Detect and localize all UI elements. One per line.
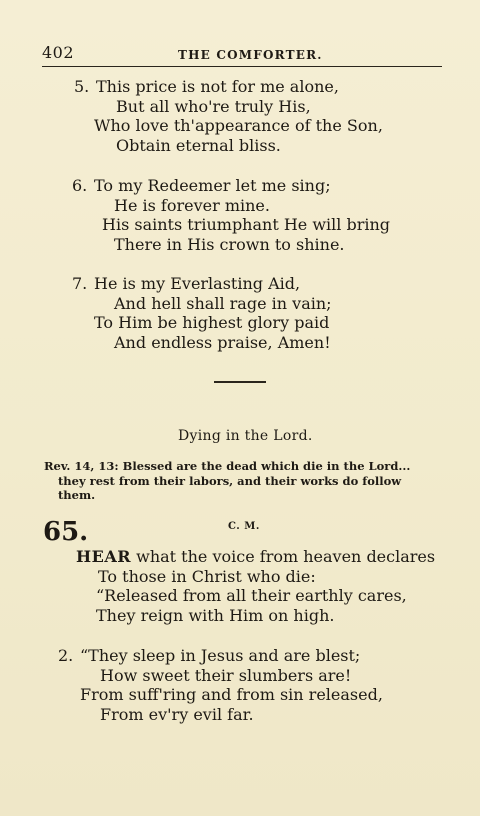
section-divider [214,381,266,383]
verse-number: 6. [72,176,88,195]
hymn-number: 65. [43,517,89,547]
epigraph-line: Rev. 14, 13: Blessed are the dead which die in the Lord... [44,459,411,473]
verse-number: 5. [74,77,90,96]
header-rule [42,66,442,67]
verse-line: 7. He is my Everlasting Aid, [72,274,301,293]
verse-line: “Released from all their earthly cares, [96,586,407,605]
running-head: THE COMFORTER. [178,48,323,62]
verse-line: To Him be highest glory paid [94,313,330,332]
epigraph-line: them. [58,488,96,502]
hymn-verse-2 [58,646,383,724]
verse-7 [72,274,332,352]
verse-line: They reign with Him on high. [96,605,335,625]
verse-line: From suff'ring and from sin released, [80,685,383,704]
scripture-epigraph [44,459,444,503]
verse-line: And hell shall rage in vain; [114,293,332,313]
page-number: 402 [42,43,75,62]
hymn-meter: C. M. [228,521,260,532]
verse-line: Obtain eternal bliss. [116,135,281,155]
verse-line: 2. “They sleep in Jesus and are blest; [58,646,361,665]
verse-number: 7. [72,274,88,293]
verse-line: But all who're truly His, [116,96,311,116]
verse-line: Who love th'appearance of the Son, [94,116,383,135]
verse-line: There in His crown to shine. [114,234,345,254]
verse-line: How sweet their slumbers are! [100,665,352,685]
verse-line: From ev'ry evil far. [100,704,254,724]
verse-line: 6. To my Redeemer let me sing; [72,176,331,195]
verse-line: 5. This price is not for me alone, [74,77,339,96]
hymn-first-word: HEAR [76,547,132,566]
hymn-verse-1 [76,547,435,625]
verse-line: HEAR what the voice from heaven declares [76,547,436,566]
verse-line: He is forever mine. [114,195,270,215]
section-title: Dying in the Lord. [178,428,313,444]
verse-6 [72,176,390,254]
epigraph-line: they rest from their labors, and their works do follow [58,473,402,488]
verse-line: And endless praise, Amen! [114,332,331,352]
verse-line: To those in Christ who die: [98,566,316,586]
verse-5 [74,77,383,155]
verse-line: His saints triumphant He will bring [102,215,391,234]
verse-number: 2. [58,646,74,665]
